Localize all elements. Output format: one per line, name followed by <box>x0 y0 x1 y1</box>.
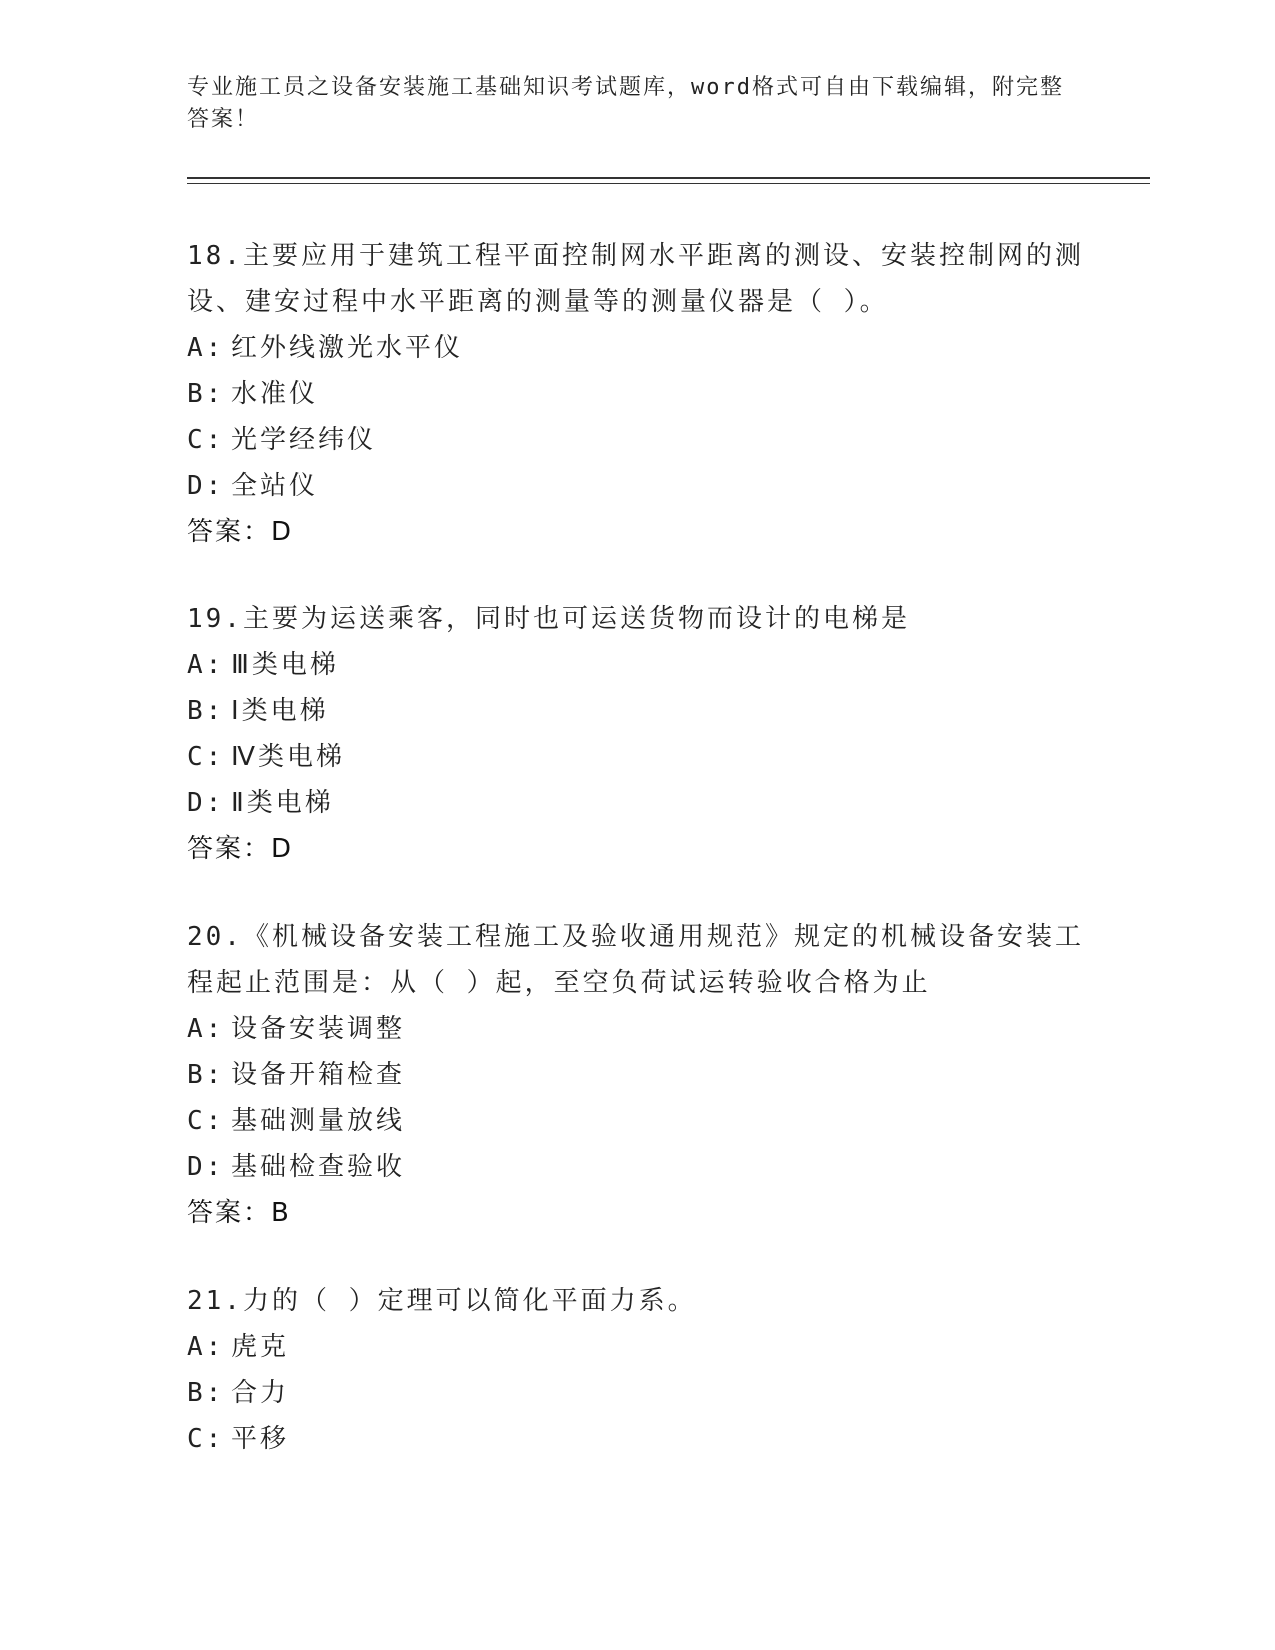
option-key: D: <box>187 788 225 818</box>
option-key: A: <box>187 1014 225 1044</box>
question-18 <box>187 233 1087 555</box>
question-19 <box>187 596 1087 872</box>
option-c <box>187 417 1087 463</box>
answer-line: 答案：D <box>187 834 294 864</box>
option-text: 红外线激光水平仪 <box>231 333 464 363</box>
option-text: Ⅰ类电梯 <box>231 696 329 726</box>
option-c <box>187 734 1087 780</box>
option-key: C: <box>187 1424 225 1454</box>
option-a <box>187 1324 1087 1370</box>
option-key: D: <box>187 471 225 501</box>
option-key: A: <box>187 1332 225 1362</box>
option-text: 虎克 <box>231 1332 290 1362</box>
option-key: C: <box>187 425 225 455</box>
option-key: B: <box>187 1378 225 1408</box>
option-text: 基础检查验收 <box>231 1152 406 1182</box>
option-b <box>187 688 1087 734</box>
question-stem: 19.主要为运送乘客，同时也可运送货物而设计的电梯是 <box>187 604 910 634</box>
option-b <box>187 1052 1087 1098</box>
document-header: 专业施工员之设备安装施工基础知识考试题库，word格式可自由下载编辑，附完整答案！ <box>187 75 1064 132</box>
option-key: D: <box>187 1152 225 1182</box>
question-stem: 20.《机械设备安装工程施工及验收通用规范》规定的机械设备安装工程起止范围是：从（ ）起，至空负荷试运转验收合格为止 <box>187 922 1084 998</box>
option-text: 光学经纬仪 <box>231 425 377 455</box>
option-text: 基础测量放线 <box>231 1106 406 1136</box>
option-c <box>187 1098 1087 1144</box>
option-b <box>187 371 1087 417</box>
question-20 <box>187 914 1087 1236</box>
option-key: B: <box>187 1060 225 1090</box>
option-key: C: <box>187 742 225 772</box>
header-divider-thick <box>187 177 1150 179</box>
option-key: B: <box>187 696 225 726</box>
option-text: Ⅲ类电梯 <box>231 650 339 680</box>
option-b <box>187 1370 1087 1416</box>
option-d <box>187 1144 1087 1190</box>
option-text: Ⅱ类电梯 <box>231 788 334 818</box>
option-text: 合力 <box>231 1378 290 1408</box>
option-d <box>187 780 1087 826</box>
option-key: A: <box>187 333 225 363</box>
option-a <box>187 1006 1087 1052</box>
option-text: 设备开箱检查 <box>231 1060 406 1090</box>
option-key: B: <box>187 379 225 409</box>
header-divider-thin <box>187 183 1150 184</box>
option-d <box>187 463 1087 509</box>
option-text: 设备安装调整 <box>231 1014 406 1044</box>
answer-line: 答案：D <box>187 517 294 547</box>
option-key: C: <box>187 1106 225 1136</box>
option-text: 平移 <box>231 1424 290 1454</box>
answer-line: 答案：B <box>187 1198 291 1228</box>
option-text: Ⅳ类电梯 <box>231 742 345 772</box>
option-a <box>187 325 1087 371</box>
question-21 <box>187 1278 1087 1462</box>
option-text: 水准仪 <box>231 379 319 409</box>
option-key: A: <box>187 650 225 680</box>
question-stem: 18.主要应用于建筑工程平面控制网水平距离的测设、安装控制网的测设、建安过程中水平距离的测量等的测量仪器是（ ）。 <box>187 241 1084 317</box>
question-stem: 21.力的（ ）定理可以简化平面力系。 <box>187 1286 697 1316</box>
option-a <box>187 642 1087 688</box>
option-c <box>187 1416 1087 1462</box>
option-text: 全站仪 <box>231 471 319 501</box>
